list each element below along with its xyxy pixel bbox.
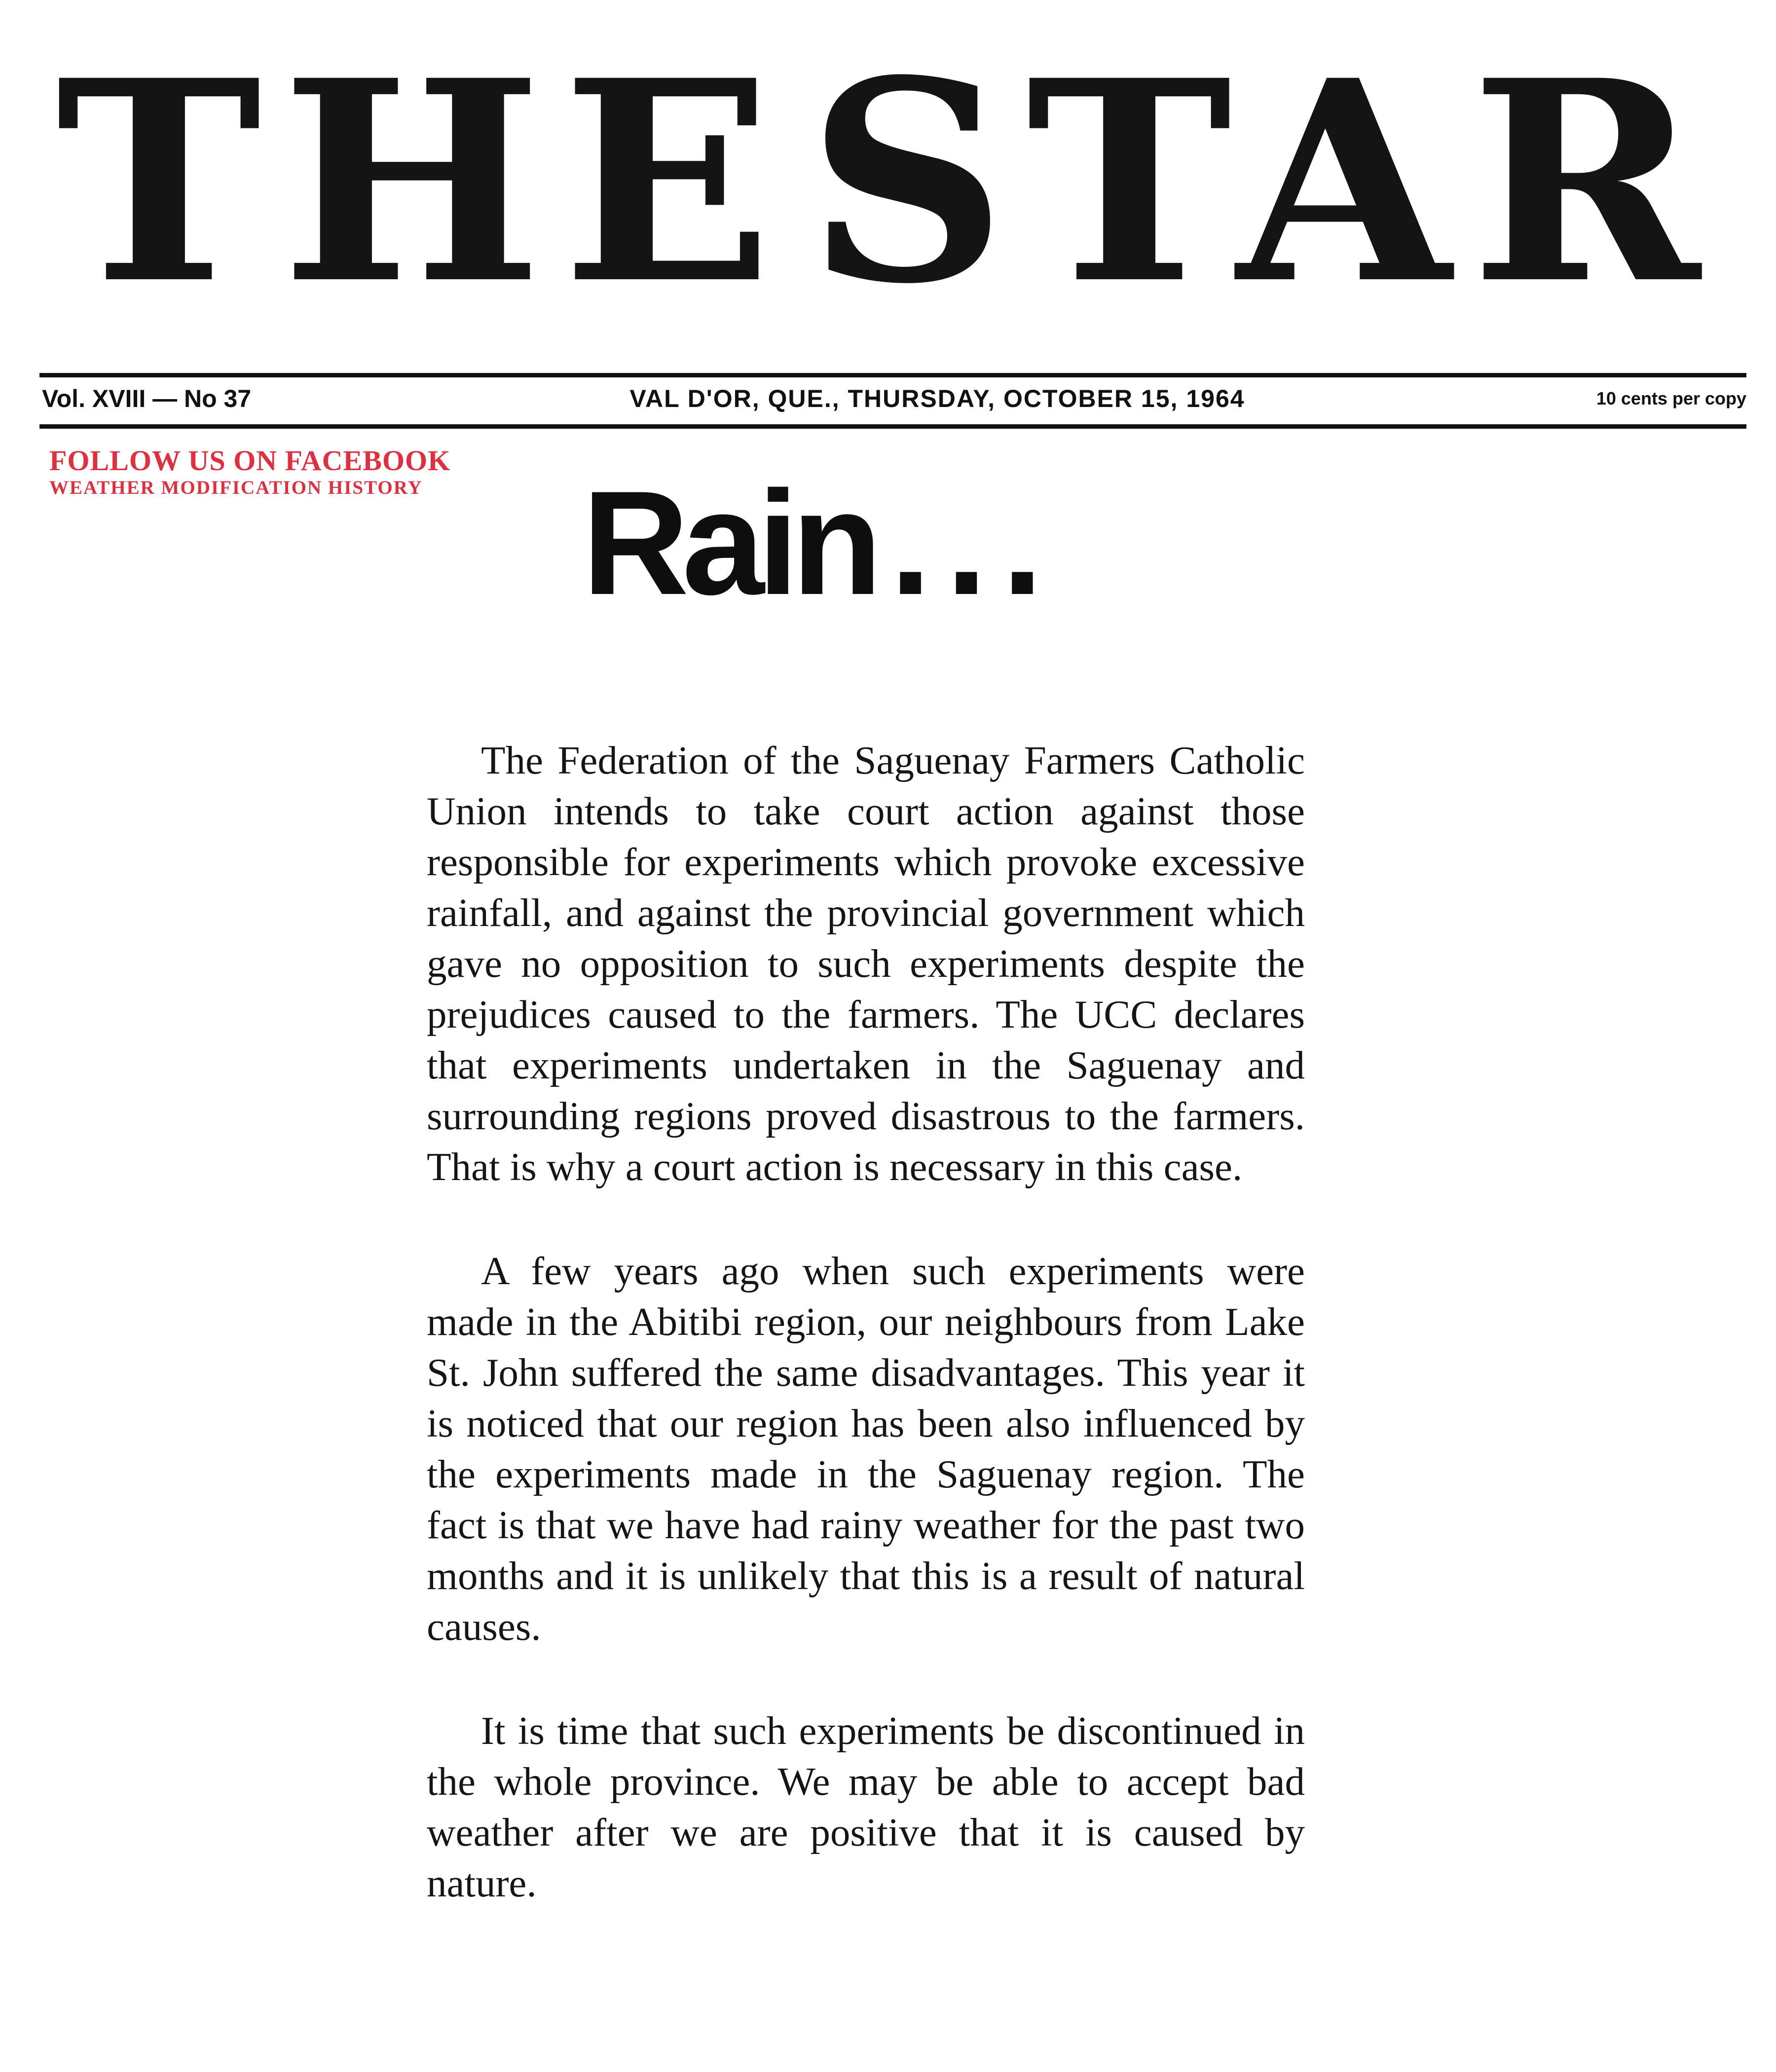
article-headline [582,460,1058,626]
article-body [427,735,1305,1909]
article-paragraph-2: A few years ago when such experiments were made in the Abitibi region, our neighbours from Lake St. John suffered the same disadvantages. This year it is noticed that our region has been also influenced by the experiments made in the Saguenay region. The fact is that we have had rainy weather for the past two months and it is unlikely that this is a result of natural causes. [427,1249,1305,1649]
headline-word: Rain [582,460,876,626]
article-paragraph-3: It is time that such experiments be discontinued in the whole province. We may be able to accept bad weather after we are positive that it is caused by nature. [427,1708,1305,1905]
facebook-promo [49,446,450,497]
newspaper-masthead [0,20,1776,345]
article-paragraph-1: The Federation of the Saguenay Farmers Catholic Union intends to take court action against those responsible for experiments which provoke excessive rainfall, and against the provincial government which gave no opposition to such experiments despite the prejudices caused to the farmers. The UCC declares that experiments undertaken in the Saguenay and surrounding regions proved disastrous to the farmers. That is why a court action is necessary in this case. [427,738,1305,1189]
dateline-bottom-rule [39,424,1746,429]
place-and-date: VAL D'OR, QUE., THURSDAY, OCTOBER 15, 1964 [629,385,1245,412]
volume-number: Vol. XVIII — No 37 [42,385,252,412]
dateline-top-rule [39,373,1746,377]
cover-price: 10 cents per copy [1596,388,1746,408]
promo-page-name: WEATHER MODIFICATION HISTORY [49,477,423,498]
masthead-word-the: THE [56,20,793,345]
headline-ellipsis: ... [890,460,1058,626]
promo-follow-text: FOLLOW US ON FACEBOOK [49,444,451,477]
masthead-word-star: STAR [807,20,1720,345]
